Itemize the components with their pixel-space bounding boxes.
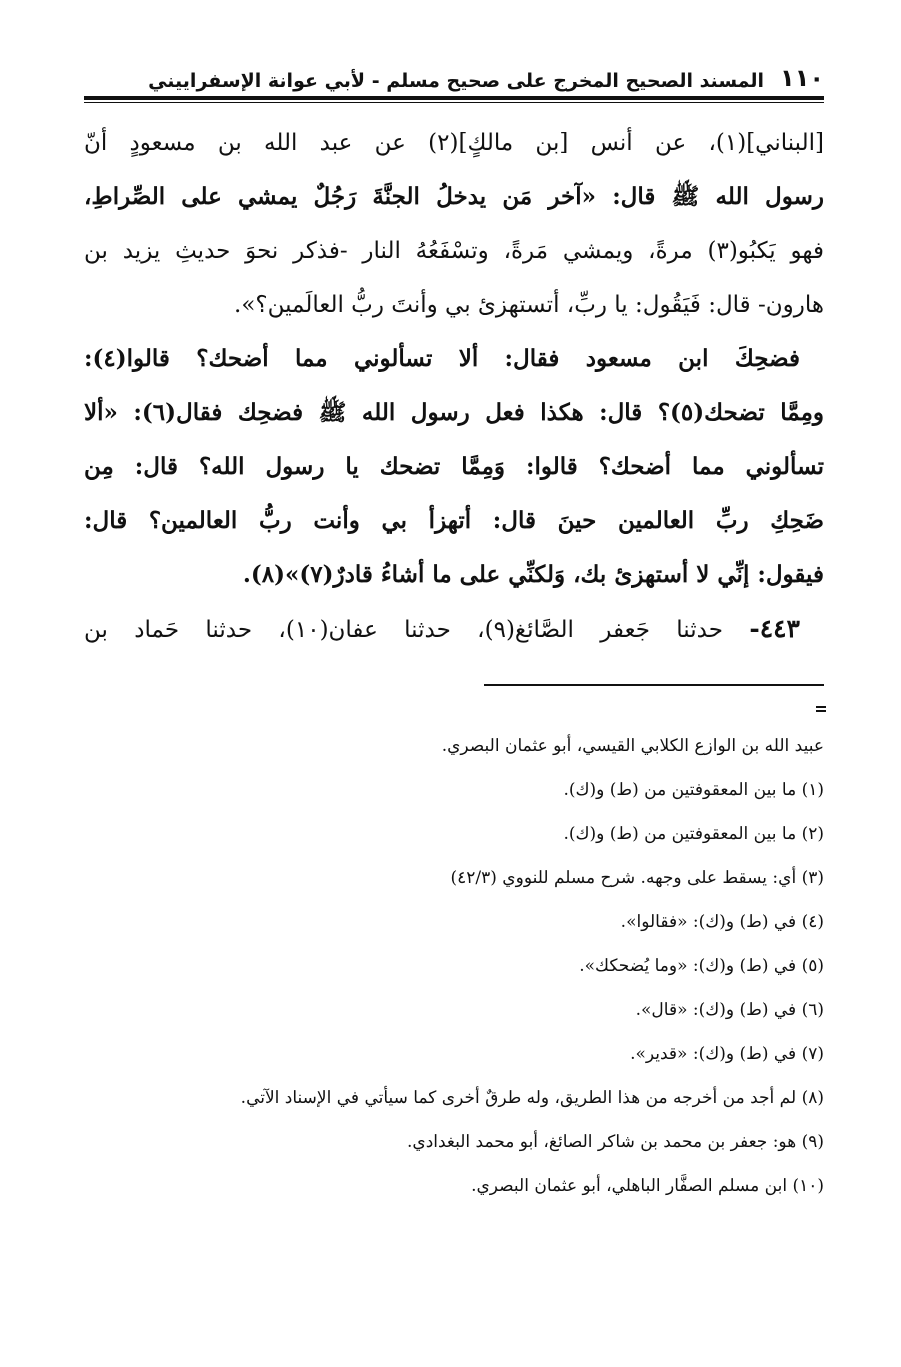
footnote-separator xyxy=(484,684,824,686)
body-line-7: تسألوني مما أضحك؟ قالوا: وَمِمَّا تضحك يا رسول الله؟ قال: مِن xyxy=(84,453,824,480)
body-line-2: رسول الله ﷺ قال: «آخر مَن يدخلُ الجنَّةَ رَجُلٌ يمشي على الصِّراطِ، xyxy=(84,183,824,210)
body-line-4: هارون- قال: فَيَقُول: يا ربِّ، أتستهزئ بي وأنتَ ربُّ العالَمين؟». xyxy=(234,292,824,318)
hadith-443-line xyxy=(84,602,824,656)
footnote-2: (٢) ما بين المعقوفتين من (ط) و(ك). xyxy=(563,824,824,844)
footnote-9: (٩) هو: جعفر بن محمد بن شاكر الصائغ، أبو محمد البغدادي. xyxy=(406,1132,824,1152)
footnote-continuation: عبيد الله بن الوازع الكلابي القيسي، أبو عثمان البصري. xyxy=(441,736,824,756)
footnote-5: (٥) في (ط) و(ك): «وما يُضحكك». xyxy=(579,956,824,976)
main-text xyxy=(84,116,824,656)
footnote-8: (٨) لم أجد من أخرجه من هذا الطريق، وله طرقٌ أخرى كما سيأتي في الإسناد الآتي. xyxy=(240,1088,824,1108)
body-line-9: فيقول: إنِّي لا أستهزئ بك، وَلكنِّي على ما أشاءُ قادرٌ(٧)»(٨). xyxy=(242,561,824,588)
footnote-7: (٧) في (ط) و(ك): «قدير». xyxy=(630,1044,824,1064)
footnote-3: (٣) أي: يسقط على وجهه. شرح مسلم للنووي (٤٢/٣) xyxy=(450,868,824,888)
footnote-6: (٦) في (ط) و(ك): «قال». xyxy=(635,1000,824,1020)
body-line-3: فهو يَكبُو(٣) مرةً، ويمشي مَرةً، وتسْفَعُهُ النار -فذكر نحوَ حديثِ يزيد بن xyxy=(84,238,824,264)
footnote-10: (١٠) ابن مسلم الصفَّار الباهلي، أبو عثمان البصري. xyxy=(471,1176,824,1196)
body-line-6: ومِمَّا تضحك(٥)؟ قال: هكذا فعل رسول الله ﷺ فضحِك فقال(٦): «ألا xyxy=(84,399,824,426)
header-rule-thick xyxy=(84,96,824,100)
running-header xyxy=(84,58,824,92)
running-title: المسند الصحيح المخرج على صحيح مسلم - لأبي عوانة الإسفراييني xyxy=(148,70,765,92)
body-line-1: [البناني](١)، عن أنس [بن مالكٍ](٢) عن عبد الله بن مسعودٍ أنّ xyxy=(84,130,824,156)
footnote-4: (٤) في (ط) و(ك): «فقالوا». xyxy=(620,912,824,932)
page-number: ١١٠ xyxy=(780,64,824,92)
hadith-number: ٤٤٣- xyxy=(749,614,800,643)
footnotes xyxy=(84,724,824,1208)
header-rule-thin xyxy=(84,102,824,103)
body-line-10: حدثنا جَعفر الصَّائغ(٩)، حدثنا عفان(١٠)، حدثنا حَماد بن xyxy=(84,617,723,643)
footnote-continuation-mark xyxy=(816,706,826,712)
body-line-5: فضحِكَ ابن مسعود فقال: ألا تسألوني مما أضحك؟ قالوا(٤): xyxy=(84,345,800,372)
body-line-8: ضَحِكِ ربِّ العالمين حينَ قال: أتهزأ بي وأنت ربُّ العالمين؟ قال: xyxy=(84,507,824,534)
footnote-1: (١) ما بين المعقوفتين من (ط) و(ك). xyxy=(563,780,824,800)
